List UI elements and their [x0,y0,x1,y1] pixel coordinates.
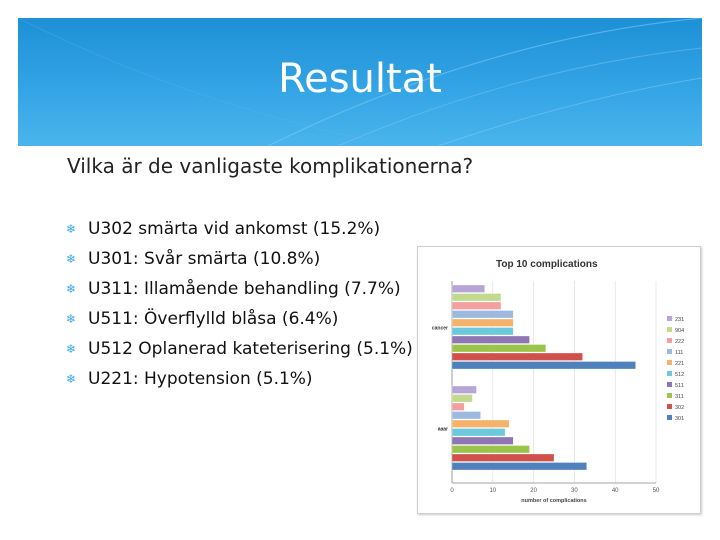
bullet-item [66,244,413,274]
bar-311-aaar [452,446,530,454]
legend-swatch-311 [667,393,672,398]
x-tick-label: 10 [489,488,497,494]
bar-221-aaar [452,420,509,428]
bar-904-cancer [452,294,501,302]
bullet-text: U221: Hypotension (5.1%) [88,369,313,389]
bar-301-cancer [452,362,636,370]
bullet-text: U511: Överflylld blåsa (6.4%) [88,309,339,329]
bullet-text: U302 smärta vid ankomst (15.2%) [88,219,381,239]
y-category-label: cancer [431,325,448,332]
legend-swatch-111 [667,349,672,354]
legend-label: 311 [675,394,684,400]
bar-512-cancer [452,328,513,336]
legend-swatch-302 [667,404,672,409]
legend-label: 904 [675,328,685,334]
bar-221-cancer [452,319,513,327]
legend-label: 301 [675,416,685,422]
snowflake-bullet-icon: ❄ [66,252,77,266]
bullet-item [66,274,413,304]
bar-231-cancer [452,285,485,293]
bar-222-cancer [452,302,501,310]
bullet-text: U512 Oplanerad kateterisering (5.1%) [88,339,413,359]
bar-511-cancer [452,336,530,344]
legend-label: 231 [675,317,685,323]
bar-511-aaar [452,437,513,445]
legend-label: 512 [675,372,685,378]
bullet-item [66,334,413,364]
bar-222-aaar [452,403,464,411]
bar-111-cancer [452,311,513,319]
bar-904-aaar [452,395,472,403]
x-tick-label: 30 [571,488,578,494]
y-category-label: aaar [437,426,448,433]
snowflake-bullet-icon: ❄ [66,222,77,236]
legend-swatch-511 [667,382,672,387]
legend-swatch-221 [667,360,672,365]
legend-swatch-231 [667,316,672,321]
x-axis-label: number of complications [521,498,587,504]
bar-311-cancer [452,345,546,353]
x-tick-label: 0 [450,488,454,494]
snowflake-bullet-icon: ❄ [66,312,77,326]
slide-question: Vilka är de vanligaste komplikationerna? [67,154,474,178]
legend-swatch-222 [667,338,672,343]
bullet-item [66,364,413,394]
legend-label: 221 [675,361,685,367]
bullet-item [66,214,413,244]
legend-swatch-512 [667,371,672,376]
complications-chart [418,247,700,513]
legend-label: 302 [675,405,685,411]
x-tick-label: 50 [652,488,660,494]
bullet-text: U311: Illamående behandling (7.7%) [88,279,401,299]
bar-231-aaar [452,386,476,394]
snowflake-bullet-icon: ❄ [66,372,77,386]
x-tick-label: 20 [530,488,537,494]
legend-label: 111 [675,350,684,356]
legend-swatch-904 [667,327,672,332]
bullet-text: U301: Svår smärta (10.8%) [88,249,321,269]
legend-label: 222 [675,339,685,345]
slide-title: Resultat [278,56,442,102]
bar-301-aaar [452,463,587,471]
legend-swatch-301 [667,415,672,420]
snowflake-bullet-icon: ❄ [66,342,77,356]
bullet-item [66,304,413,334]
bar-302-cancer [452,353,583,361]
bar-302-aaar [452,454,554,462]
x-tick-label: 40 [611,488,619,494]
title-banner [18,18,702,146]
bar-111-aaar [452,412,481,420]
legend-label: 511 [675,383,684,389]
chart-image [417,246,701,514]
bar-512-aaar [452,429,505,437]
bullet-list [66,214,413,394]
snowflake-bullet-icon: ❄ [66,282,77,296]
chart-title: Top 10 complications [496,259,598,270]
